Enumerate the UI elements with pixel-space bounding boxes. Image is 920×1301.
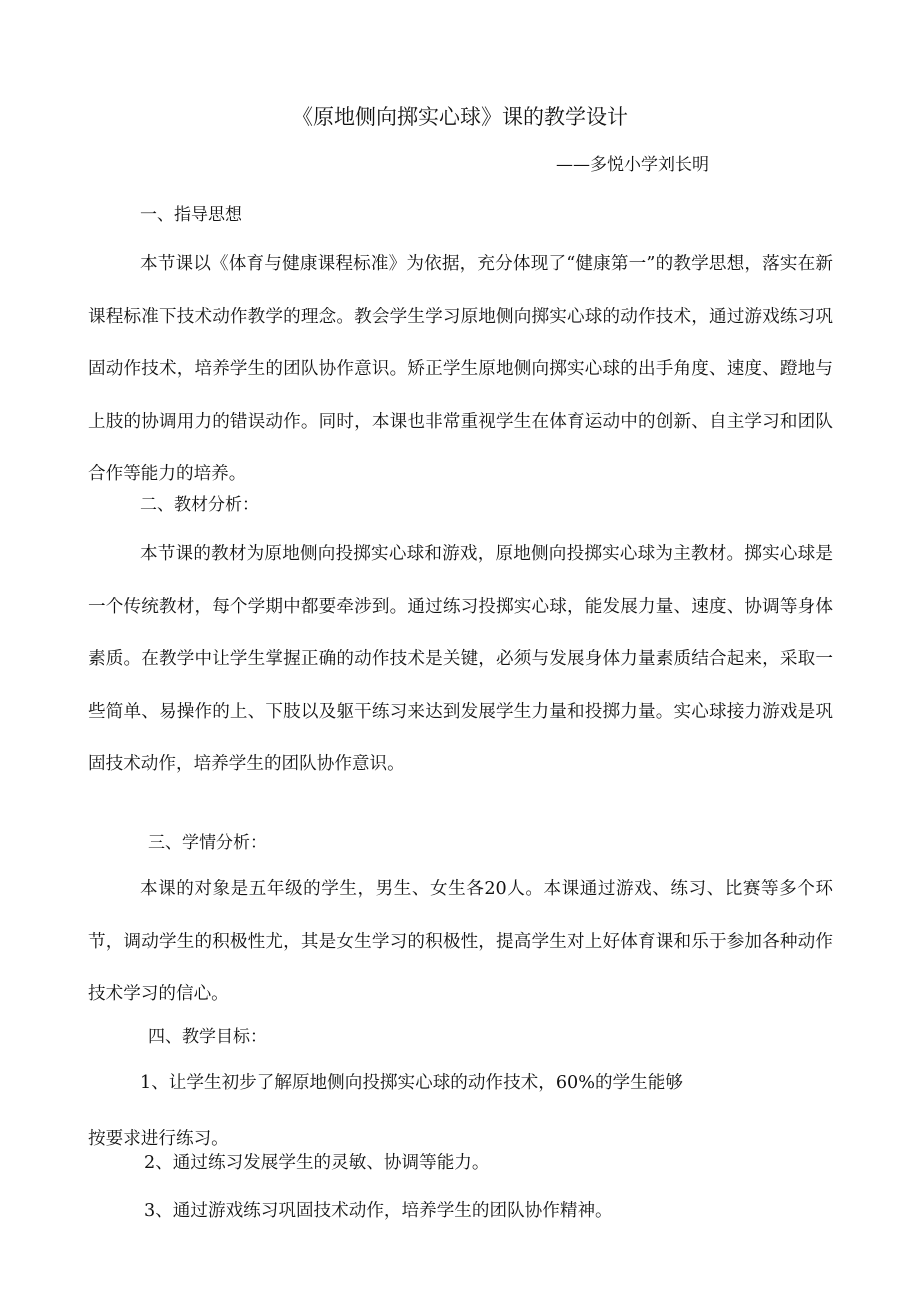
section-body-guiding-ideology: 本节课以《体育与健康课程标准》为依据，充分体现了“健康第一”的教学思想，落实在新课程标准下技术动作教学的理念。教会学生学习原地侧向掷实心球的动作技术，通过游戏练习巩固动作技术，培养学生的团队协作意识。矫正学生原地侧向掷实心球的出手角度、速度、蹬地与上肢的协调用力的错误动作。同时，本课也非常重视学生在体育运动中的创新、自主学习和团队合作等能力的培养。 (88, 254, 833, 485)
section-heading-guiding-ideology: 一、指导思想 (140, 205, 242, 225)
section-heading-teaching-goals: 四、教学目标： (148, 1027, 267, 1047)
section-body-student-analysis: 本课的对象是五年级的学生，男生、女生各20人。本课通过游戏、练习、比赛等多个环节，调动学生的积极性尤，其是女生学习的积极性，提高学生对上好体育课和乐于参加各种动作技术学习的信心。 (88, 879, 833, 1005)
section-heading-material-analysis: 二、教材分析： (140, 495, 259, 515)
teaching-goal-1: 1、让学生初步了解原地侧向投掷实心球的动作技术，60%的学生能够 (140, 1073, 683, 1093)
teaching-goal-3: 3、通过游戏练习巩固技术动作，培养学生的团队协作精神。 (144, 1201, 613, 1221)
teaching-goal-2: 2、通过练习发展学生的灵敏、协调等能力。 (144, 1153, 490, 1173)
document-author: ——多悦小学刘长明 (556, 155, 709, 175)
document-title: 《原地侧向掷实心球》课的教学设计 (292, 105, 628, 129)
section-heading-student-analysis: 三、学情分析： (148, 833, 267, 853)
teaching-goal-1-continued: 按要求进行练习。 (88, 1129, 229, 1149)
section-body-material-analysis: 本节课的教材为原地侧向投掷实心球和游戏，原地侧向投掷实心球为主教材。掷实心球是一个传统教材，每个学期中都要牵涉到。通过练习投掷实心球，能发展力量、速度、协调等身体素质。在教学中让学生掌握正确的动作技术是关键，必须与发展身体力量素质结合起来，采取一些简单、易操作的上、下肢以及躯干练习来达到发展学生力量和投掷力量。实心球接力游戏是巩固技术动作，培养学生的团队协作意识。 (88, 544, 833, 775)
